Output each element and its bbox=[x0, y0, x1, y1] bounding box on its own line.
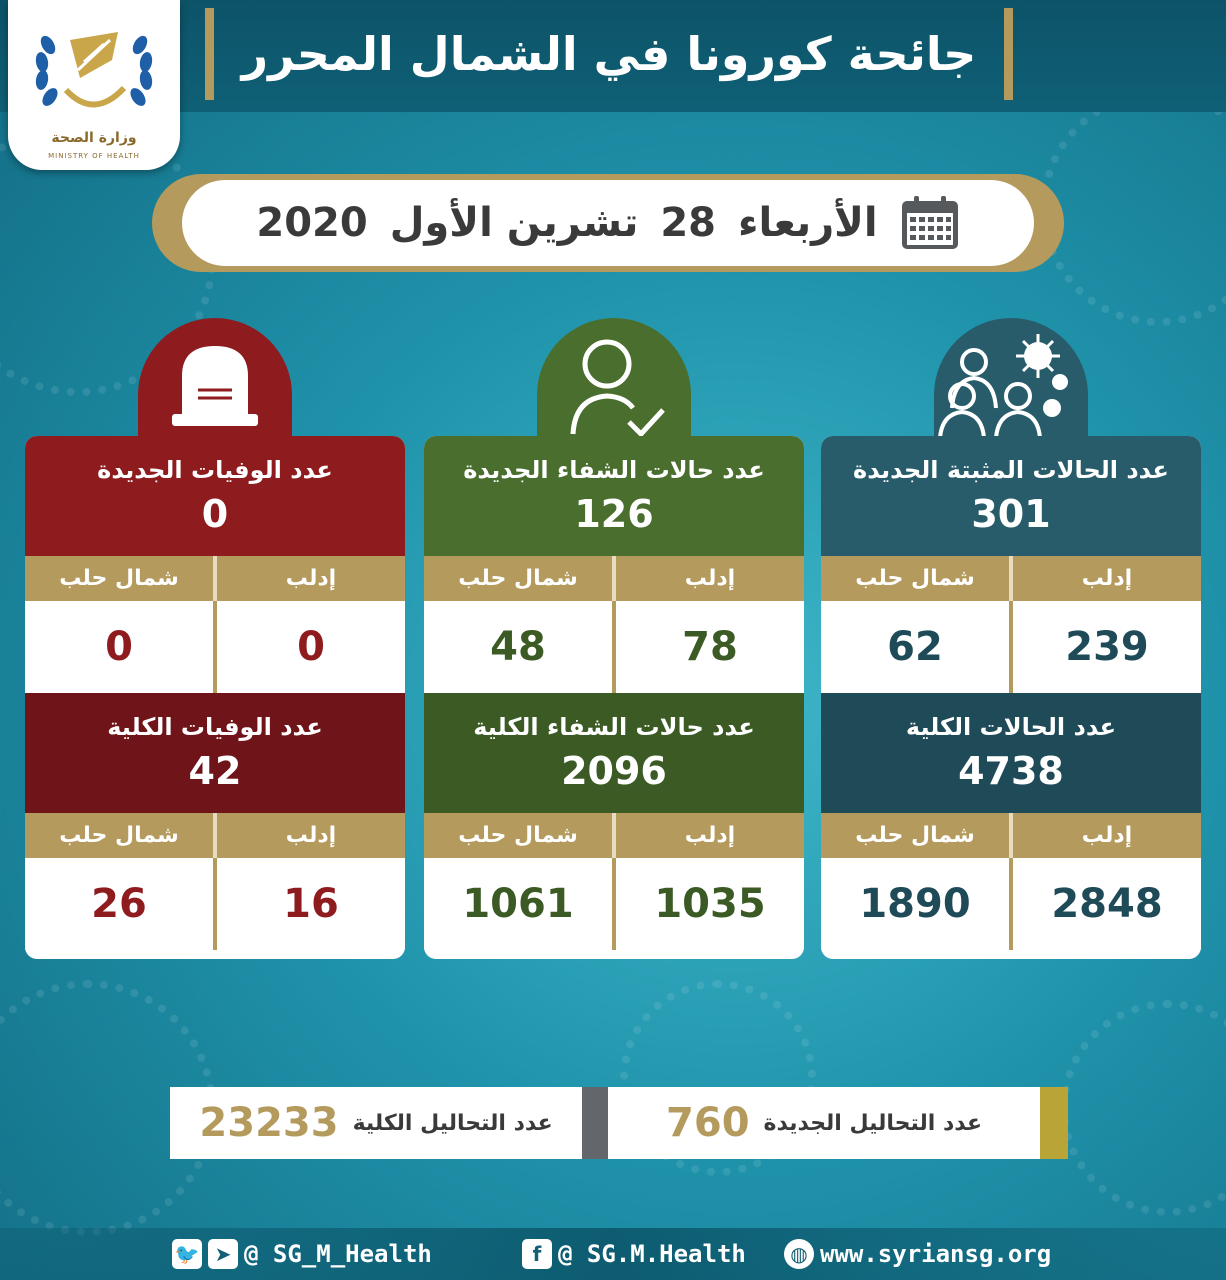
logo-subtext: MINISTRY OF HEALTH bbox=[48, 152, 140, 160]
cases-card bbox=[821, 436, 1201, 959]
total-deaths-header bbox=[25, 693, 405, 813]
ministry-logo bbox=[8, 0, 180, 170]
region-idlib-label: إدلب bbox=[1081, 823, 1133, 848]
total-recovered-idlib: 1035 bbox=[654, 881, 766, 927]
total-recovered-aleppo: 1061 bbox=[462, 881, 574, 927]
region-header bbox=[821, 556, 1201, 601]
total-cases-header bbox=[821, 693, 1201, 813]
new-deaths-idlib: 0 bbox=[297, 624, 325, 670]
total-cases-total: 4738 bbox=[958, 749, 1064, 793]
logo-text: وزارة الصحة bbox=[51, 130, 137, 146]
person-check-icon bbox=[537, 318, 691, 448]
new-tests-value: 760 bbox=[666, 1100, 750, 1146]
region-header bbox=[25, 813, 405, 858]
twitter-icon: 🐦 bbox=[172, 1239, 202, 1269]
total-cases-values bbox=[821, 858, 1201, 950]
facebook-link[interactable] bbox=[522, 1236, 746, 1272]
tombstone-icon bbox=[138, 318, 292, 448]
website-url: www.syriansg.org bbox=[820, 1240, 1052, 1268]
region-idlib-label: إدلب bbox=[285, 566, 337, 591]
tests-bar bbox=[170, 1087, 1068, 1159]
date-year: 2020 bbox=[256, 200, 368, 246]
region-header bbox=[424, 813, 804, 858]
tests-accent bbox=[1040, 1087, 1068, 1159]
region-idlib-label: إدلب bbox=[684, 566, 736, 591]
date-weekday: الأربعاء bbox=[738, 200, 878, 246]
new-cases-aleppo: 62 bbox=[887, 624, 943, 670]
new-recovered-aleppo: 48 bbox=[490, 624, 546, 670]
website-link[interactable] bbox=[784, 1236, 1051, 1272]
region-idlib-label: إدلب bbox=[285, 823, 337, 848]
total-deaths-total: 42 bbox=[188, 749, 242, 793]
total-recovered-label: عدد حالات الشفاء الكلية bbox=[473, 713, 755, 741]
new-deaths-header bbox=[25, 436, 405, 556]
total-deaths-aleppo: 26 bbox=[91, 881, 147, 927]
facebook-handle: @ SG.M.Health bbox=[558, 1240, 746, 1268]
new-recovered-idlib: 78 bbox=[682, 624, 738, 670]
telegram-icon: ➤ bbox=[208, 1239, 238, 1269]
new-recovered-values bbox=[424, 601, 804, 693]
region-header bbox=[821, 813, 1201, 858]
total-recovered-total: 2096 bbox=[561, 749, 667, 793]
facebook-icon: f bbox=[522, 1239, 552, 1269]
region-aleppo-label: شمال حلب bbox=[59, 823, 179, 848]
region-aleppo-label: شمال حلب bbox=[458, 823, 578, 848]
new-recovered-header bbox=[424, 436, 804, 556]
region-aleppo-label: شمال حلب bbox=[458, 566, 578, 591]
people-virus-icon bbox=[934, 318, 1088, 448]
laurel-icon bbox=[8, 0, 180, 130]
region-idlib-label: إدلب bbox=[1081, 566, 1133, 591]
total-deaths-values bbox=[25, 858, 405, 950]
region-aleppo-label: شمال حلب bbox=[59, 566, 179, 591]
new-tests bbox=[608, 1087, 1040, 1159]
total-recovered-header bbox=[424, 693, 804, 813]
tests-divider bbox=[582, 1087, 608, 1159]
twitter-telegram-link[interactable] bbox=[172, 1236, 432, 1272]
total-recovered-values bbox=[424, 858, 804, 950]
deaths-card bbox=[25, 436, 405, 959]
new-deaths-aleppo: 0 bbox=[105, 624, 133, 670]
page-title: جائحة كورونا في الشمال المحرر bbox=[241, 27, 977, 81]
date-month: تشرين الأول bbox=[389, 200, 639, 246]
new-tests-label: عدد التحاليل الجديدة bbox=[763, 1110, 982, 1136]
new-recovered-label: عدد حالات الشفاء الجديدة bbox=[463, 456, 765, 484]
footer bbox=[0, 1228, 1226, 1280]
new-recovered-total: 126 bbox=[574, 492, 654, 536]
total-cases-label: عدد الحالات الكلية bbox=[905, 713, 1117, 741]
globe-icon: ◍ bbox=[784, 1239, 814, 1269]
recovered-card bbox=[424, 436, 804, 959]
total-cases-aleppo: 1890 bbox=[859, 881, 971, 927]
new-cases-header bbox=[821, 436, 1201, 556]
new-cases-total: 301 bbox=[971, 492, 1051, 536]
new-cases-label: عدد الحالات المثبتة الجديدة bbox=[853, 456, 1169, 484]
region-header bbox=[25, 556, 405, 601]
date-day: 28 bbox=[660, 200, 717, 246]
total-deaths-idlib: 16 bbox=[283, 881, 339, 927]
total-cases-idlib: 2848 bbox=[1051, 881, 1163, 927]
region-aleppo-label: شمال حلب bbox=[855, 566, 975, 591]
total-deaths-label: عدد الوفيات الكلية bbox=[107, 713, 323, 741]
total-tests-label: عدد التحاليل الكلية bbox=[352, 1110, 553, 1136]
new-cases-values bbox=[821, 601, 1201, 693]
date-pill bbox=[152, 174, 1064, 272]
twitter-handle: @ SG_M_Health bbox=[244, 1240, 432, 1268]
new-cases-idlib: 239 bbox=[1065, 624, 1149, 670]
new-deaths-total: 0 bbox=[201, 492, 229, 536]
calendar-icon bbox=[900, 195, 960, 251]
new-deaths-values bbox=[25, 601, 405, 693]
background-virus bbox=[1060, 1000, 1226, 1216]
new-deaths-label: عدد الوفيات الجديدة bbox=[97, 456, 333, 484]
total-tests bbox=[170, 1087, 582, 1159]
region-aleppo-label: شمال حلب bbox=[855, 823, 975, 848]
total-tests-value: 23233 bbox=[199, 1100, 339, 1146]
title-box bbox=[205, 8, 1013, 100]
region-header bbox=[424, 556, 804, 601]
region-idlib-label: إدلب bbox=[684, 823, 736, 848]
background-virus bbox=[1040, 90, 1226, 326]
